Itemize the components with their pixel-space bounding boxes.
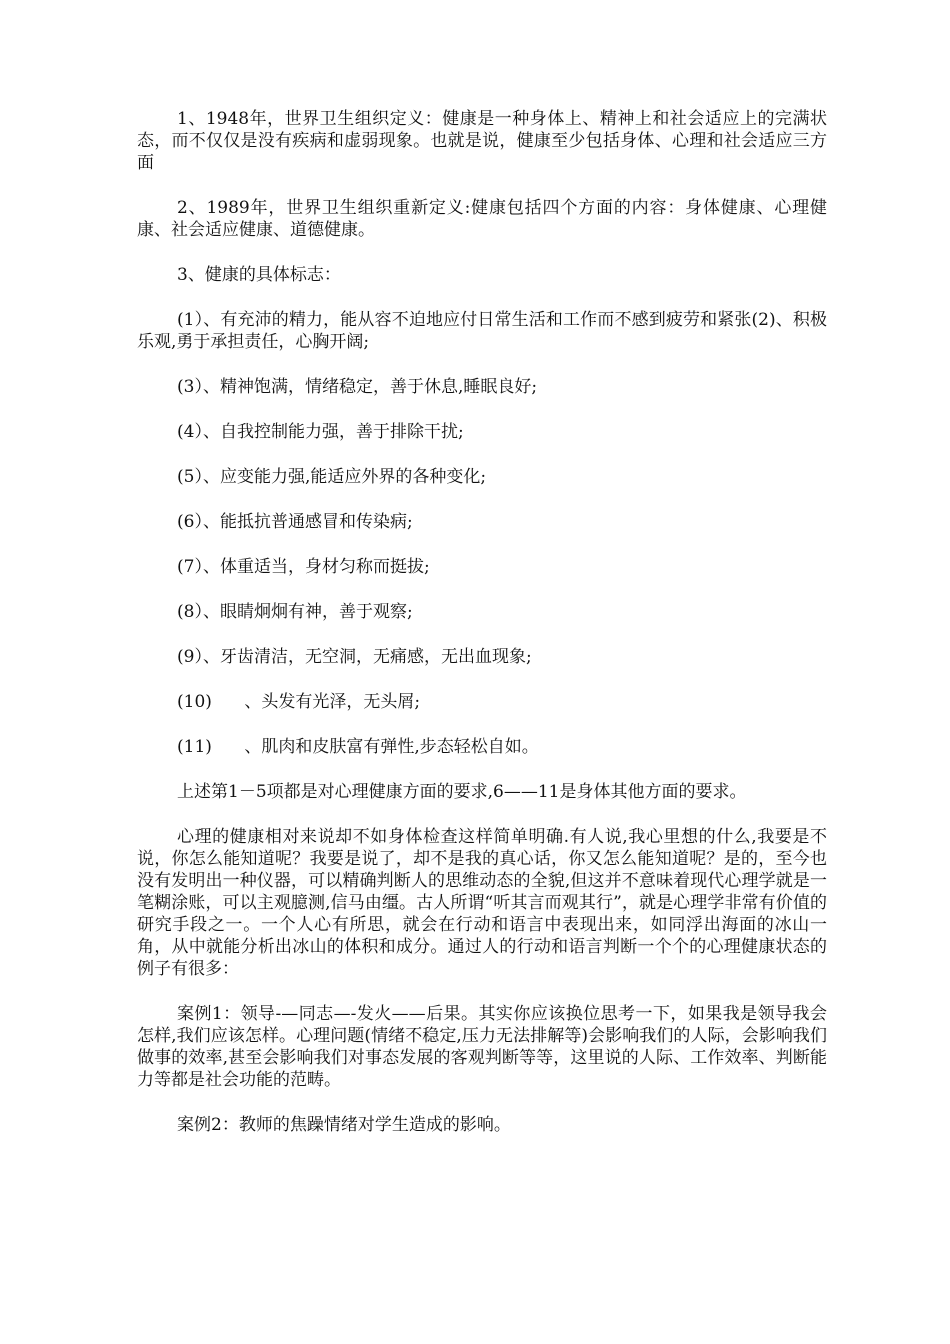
paragraph-summary: 上述第1－5项都是对心理健康方面的要求,6——11是身体其他方面的要求。 [177,782,747,802]
list-item-sign-8: (8）、眼睛炯炯有神，善于观察; [177,602,413,622]
document-body [137,108,827,1159]
paragraph-health-signs-heading: 3、健康的具体标志： [177,265,341,285]
paragraph-case-1: 案例1：领导-—同志—-发火——后果。其实你应该换位思考一下，如果我是领导我会怎样,我们应该怎样。心理问题(情绪不稳定,压力无法排解等)会影响我们的人际，会影响我们做事的效率,甚至会影响我们对事态发展的客观判断等等，这里说的人际、工作效率、判断能力等都是社会功能的范畴。 [137,1004,827,1090]
paragraph-definition-1989: 2、1989年，世界卫生组织重新定义:健康包括四个方面的内容：身体健康、心理健康、社会适应健康、道德健康。 [137,198,827,240]
list-item-sign-9: (9）、牙齿清洁，无空洞，无痛感，无出血现象; [177,647,532,667]
paragraph-mental-health: 心理的健康相对来说却不如身体检查这样简单明确.有人说,我心里想的什么,我要是不说，你怎么能知道呢？我要是说了，却不是我的真心话，你又怎么能知道呢？是的，至今也没有发明出一种仪器，可以精确判断人的思维动态的全貌,但这并不意味着现代心理学就是一笔糊涂账，可以主观臆测,信马由缰。古人所谓“听其言而观其行”，就是心理学非常有价值的研究手段之一。一个人心有所思，就会在行动和语言中表现出来，如同浮出海面的冰山一角，从中就能分析出冰山的体积和成分。通过人的行动和语言判断一个个的心理健康状态的例子有很多： [137,827,827,979]
list-item-sign-11: (11) 、肌肉和皮肤富有弹性,步态轻松自如。 [177,737,539,757]
paragraph-case-2: 案例2：教师的焦躁情绪对学生造成的影响。 [177,1115,511,1135]
list-item-sign-4: (4）、自我控制能力强，善于排除干扰; [177,422,464,442]
list-item-sign-5: (5）、应变能力强,能适应外界的各种变化; [177,467,487,487]
list-item-sign-1-2: (1）、有充沛的精力，能从容不迫地应付日常生活和工作而不感到疲劳和紧张(2)、积极乐观,勇于承担责任，心胸开阔; [137,310,827,352]
list-item-sign-7: (7）、体重适当，身材匀称而挺拔; [177,557,430,577]
list-item-sign-10: (10) 、头发有光泽，无头屑; [177,692,421,712]
list-item-sign-3: (3）、精神饱满，情绪稳定，善于休息,睡眠良好; [177,377,538,397]
list-item-sign-6: (6）、能抵抗普通感冒和传染病; [177,512,413,532]
paragraph-definition-1948: 1、1948年，世界卫生组织定义：健康是一种身体上、精神上和社会适应上的完满状态，而不仅仅是没有疾病和虚弱现象。也就是说，健康至少包括身体、心理和社会适应三方面 [137,109,827,173]
